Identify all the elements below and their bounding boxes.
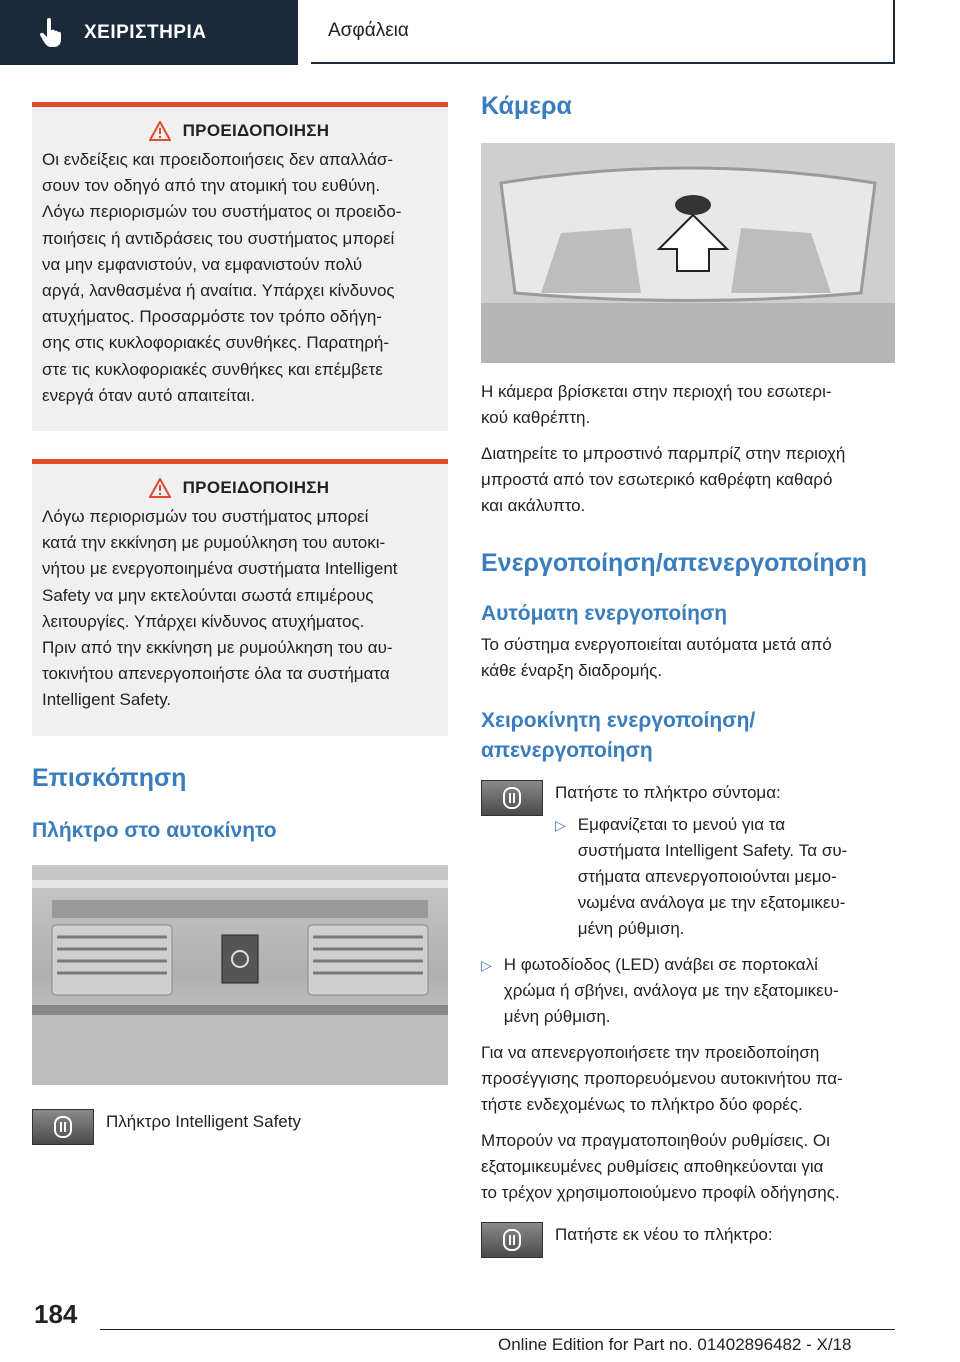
warning-box-1 <box>32 102 448 431</box>
left-column <box>32 102 448 1145</box>
camera-clean-text: Διατηρείτε το μπροστινό παρμπρίζ στην περιοχή μπροστά από τον εσωτερικό καθρέφτη καθαρό και ακάλυπτο. <box>481 444 846 515</box>
manual-label: ΧΕΙΡΙΣΤΗΡΙΑ <box>84 21 207 43</box>
settings-text: Μπορούν να πραγματοποιηθούν ρυθμίσεις. Οι εξατομικευμένες ρυθμίσεις αποθηκεύονται για το τρέχον χρησιμοποιούμενο προφίλ οδήγησης. <box>481 1131 840 1202</box>
section-title: Ασφάλεια <box>328 20 409 41</box>
intelligent-safety-button-icon <box>32 1109 94 1145</box>
warning-triangle-icon <box>149 121 171 141</box>
edition-footer: Online Edition for Part no. 01402896482 - X/18 <box>498 1335 852 1354</box>
footer-divider <box>100 1329 895 1330</box>
press-briefly-text: Πατήστε το πλήκτρο σύντομα: <box>555 783 781 802</box>
auto-activation-heading: Αυτόματη ενεργοποίηση <box>481 602 728 625</box>
list-item: ▷ Εμφανίζεται το μενού για τα συστήματα Intelligent Safety. Τα συ- στήματα απενεργοποιούνται μεμο- νωμένα ανάλογα με την εξατομικευ- μένη ρύθμιση. <box>555 812 847 942</box>
camera-heading: Κάμερα <box>481 92 572 120</box>
list-item: ▷ Η φωτοδίοδος (LED) ανάβει σε πορτοκαλί χρώμα ή σβήνει, ανάλογα με την εξατομικευ- μένη ρύθμιση. <box>481 952 895 1030</box>
right-column <box>481 92 895 1258</box>
manual-activation-heading: Χειροκίνητη ενεργοποίηση/ απενεργοποίηση <box>481 709 756 762</box>
warning-text: Λόγω περιορισμών του συστήματος μπορεί κατά την εκκίνηση με ρυμούλκηση του αυτοκι- νήτου με ενεργοποιημένα συστήματα Intelligent Safety να μην εκτελούνται σωστά επιμέρους λειτουργίες. Υπάρχει κίνδυνος ατυχήματος. Πριν από την εκκίνηση με ρυμούλκηση του αυ- τοκινήτου απενεργοποιήστε όλα τα συστήματα Intelligent Safety. <box>42 507 398 710</box>
button-heading: Πλήκτρο στο αυτοκίνητο <box>32 818 277 842</box>
activation-heading: Ενεργοποίηση/απενεργοποίηση <box>481 549 868 577</box>
intelligent-safety-button-icon <box>481 1222 543 1258</box>
warning-box-2 <box>32 459 448 736</box>
overview-heading: Επισκόπηση <box>32 763 187 792</box>
manual-header <box>0 0 298 65</box>
camera-location-text: Η κάμερα βρίσκεται στην περιοχή του εσωτερι- κού καθρέπτη. <box>481 382 832 427</box>
triangle-bullet-icon: ▷ <box>555 817 566 833</box>
section-header <box>311 0 895 64</box>
warning-triangle-icon <box>149 478 171 498</box>
button-caption: Πλήκτρο Intelligent Safety <box>106 1111 301 1131</box>
intelligent-safety-button-icon <box>481 780 543 816</box>
press-again-text: Πατήστε εκ νέου το πλήκτρο: <box>555 1225 773 1244</box>
pointing-hand-icon <box>38 18 64 48</box>
triangle-bullet-icon: ▷ <box>481 957 492 973</box>
warning-title: ΠΡΟΕΙΔΟΠΟΙΗΣΗ <box>182 478 330 498</box>
deactivate-warning-text: Για να απενεργοποιήσετε την προειδοποίηση προσέγγισης προπορευόμενου αυτοκινήτου πα- τήστε ενδεχομένως το πλήκτρο δύο φορές. <box>481 1043 843 1114</box>
auto-activation-text: Το σύστημα ενεργοποιείται αυτόματα μετά από κάθε έναρξη διαδρομής. <box>481 635 832 680</box>
warning-text: Οι ενδείξεις και προειδοποιήσεις δεν απαλλάσ- σουν τον οδηγό από την ατομική του ευθύνη. Λόγω περιορισμών του συστήματος οι προειδο- ποιήσεις ή αντιδράσεις του συστήματος μπορεί να μην εμφανιστούν, να εμφανιστούν πολύ αργά, λανθασμένα ή αναίτια. Υπάρχει κίνδυνος ατυχήματος. Προσαρμόστε τον τρόπο οδήγη- σης στις κυκλοφοριακές συνθήκες. Παρατηρή- στε τις κυκλοφοριακές συνθήκες και επέμβετε ενεργά όταν αυτό απαιτείται. <box>42 150 402 405</box>
dashboard-button-photo <box>32 865 448 1085</box>
page-number: 184 <box>34 1299 78 1329</box>
camera-location-photo <box>481 143 895 363</box>
warning-title: ΠΡΟΕΙΔΟΠΟΙΗΣΗ <box>182 121 330 140</box>
